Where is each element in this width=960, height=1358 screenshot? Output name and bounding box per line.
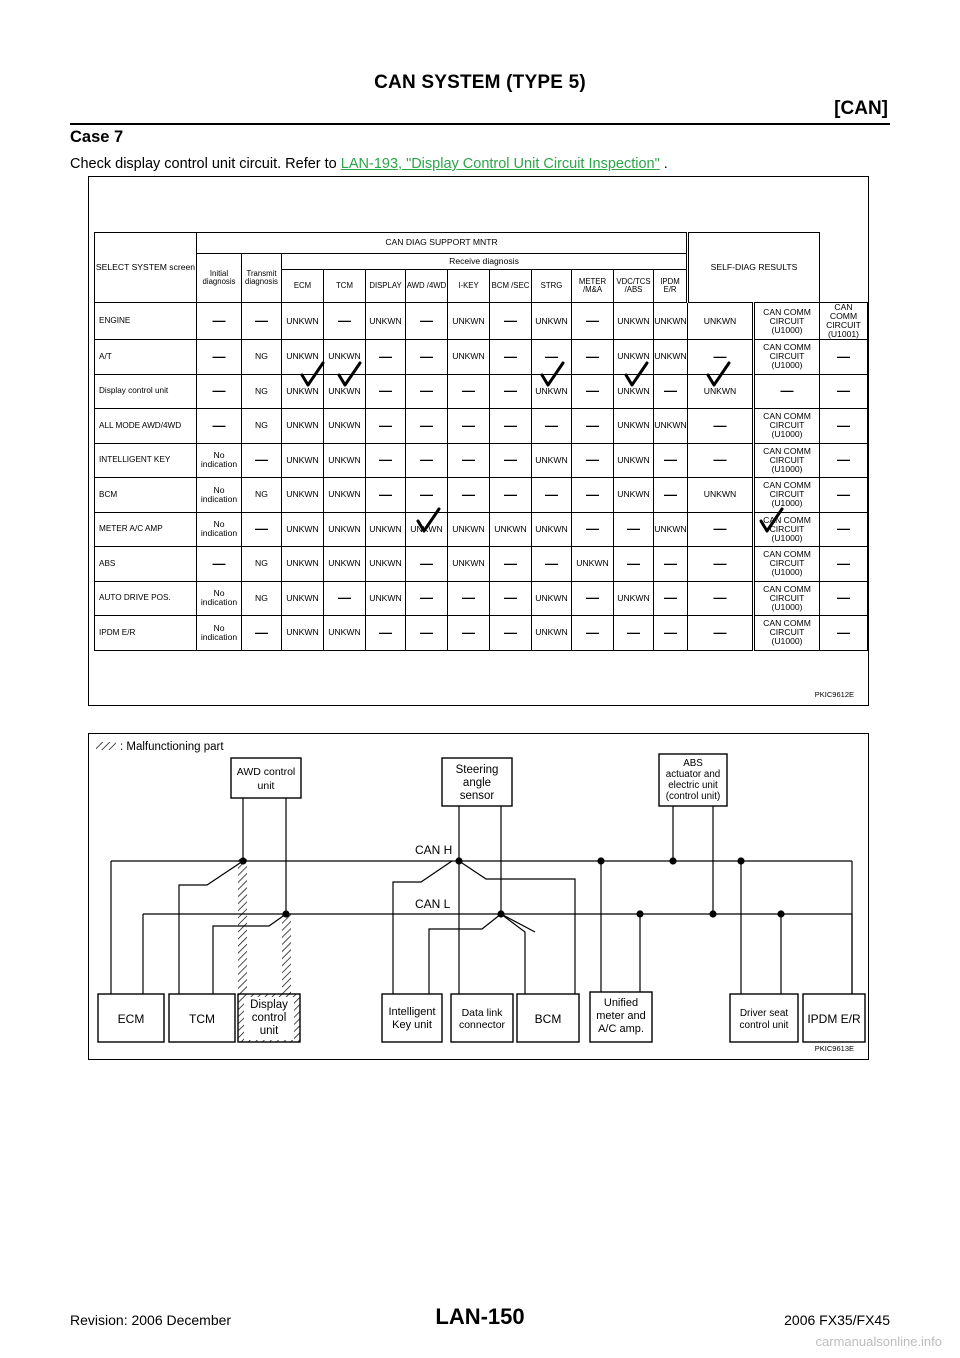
table-cell: — [242, 616, 282, 651]
page-number: LAN-150 [435, 1304, 525, 1329]
receive-diagnosis-header: Receive diagnosis [282, 254, 688, 270]
table-cell: — [572, 374, 614, 409]
table-cell: — [490, 547, 532, 582]
self-diag-cell: CAN COMM CIRCUIT (U1000) [754, 512, 820, 547]
instruction-prefix: Check display control unit circuit. Refer to [70, 156, 341, 172]
table-cell: — [688, 616, 754, 651]
table-cell: UNKWN [282, 443, 324, 478]
instruction-suffix: . [659, 156, 668, 172]
legend-text: : Malfunctioning part [120, 741, 224, 753]
table-row [95, 303, 868, 340]
unit-label-datalink: Data link connector [458, 1007, 506, 1031]
table-cell: UNKWN [282, 409, 324, 444]
can-bus-diagram [88, 733, 869, 1060]
table-cell: UNKWN [614, 303, 654, 340]
table-cell: UNKWN [282, 616, 324, 651]
table-cell: UNKWN [366, 303, 406, 340]
table-cell: UNKWN [532, 443, 572, 478]
table-cell: — [614, 616, 654, 651]
table-cell: — [406, 303, 448, 340]
table-cell: — [654, 374, 688, 409]
table-cell: UNKWN [654, 409, 688, 444]
table-cell: UNKWN [282, 547, 324, 582]
table-cell: — [572, 340, 614, 375]
table-cell: — [366, 409, 406, 444]
table-cell: — [654, 547, 688, 582]
table-cell: — [532, 340, 572, 375]
unit-label-intelligent: Intelligent Key unit [388, 1006, 436, 1031]
table-cell: — [688, 547, 754, 582]
table-row [95, 512, 868, 547]
table-cell: UNKWN [324, 374, 366, 409]
table-cell: No indication [197, 581, 242, 616]
table-cell: — [406, 374, 448, 409]
table-cell: — [448, 581, 490, 616]
table-cell: — [406, 616, 448, 651]
table-cell: — [366, 374, 406, 409]
self-diag-cell: CAN COMM CIRCUIT (U1000) [754, 478, 820, 513]
table-cell: — [688, 340, 754, 375]
table-cell: UNKWN [448, 512, 490, 547]
figure-code: PKIC9613E [814, 1044, 854, 1053]
table-cell: UNKWN [324, 443, 366, 478]
table-cell: — [572, 581, 614, 616]
table-cell: UNKWN [324, 478, 366, 513]
page-title: CAN SYSTEM (TYPE 5) [374, 72, 586, 93]
diagnosis-table-body [95, 303, 868, 651]
table-row [95, 581, 868, 616]
table-cell: — [324, 581, 366, 616]
self-diag-cell: — [820, 581, 868, 616]
table-cell: — [406, 340, 448, 375]
table-cell: UNKWN [448, 303, 490, 340]
table-cell: — [572, 303, 614, 340]
table-cell: NG [242, 547, 282, 582]
table-cell: UNKWN [324, 547, 366, 582]
col-header: AWD /4WD [406, 270, 448, 303]
table-cell: UNKWN [282, 581, 324, 616]
table-cell: UNKWN [366, 512, 406, 547]
row-label: BCM [95, 478, 197, 513]
self-diag-cell: — [820, 374, 868, 409]
case-title: Case 7 [70, 128, 124, 146]
table-cell: UNKWN [448, 340, 490, 375]
table-cell: — [614, 547, 654, 582]
table-cell: — [366, 616, 406, 651]
table-cell: — [654, 616, 688, 651]
table-cell: — [490, 374, 532, 409]
can-l-label: CAN L [415, 897, 451, 911]
table-cell: — [366, 478, 406, 513]
col-header: ECM [282, 270, 324, 303]
self-diag-cell: — [820, 547, 868, 582]
table-cell: UNKWN [282, 512, 324, 547]
table-cell: — [532, 478, 572, 513]
table-cell: — [688, 581, 754, 616]
table-cell: — [572, 443, 614, 478]
self-diag-cell: CAN COMM CIRCUIT (U1000) [754, 616, 820, 651]
table-cell: UNKWN [688, 478, 754, 513]
self-diag-cell: — [820, 616, 868, 651]
self-diag-cell: CAN COMM CIRCUIT (U1001) [820, 303, 868, 340]
col-header: STRG [532, 270, 572, 303]
table-cell: — [490, 303, 532, 340]
table-cell: NG [242, 374, 282, 409]
table-cell: UNKWN [448, 547, 490, 582]
table-cell: UNKWN [654, 340, 688, 375]
table-cell: — [572, 478, 614, 513]
table-cell: NG [242, 581, 282, 616]
model-name: 2006 FX35/FX45 [784, 1312, 890, 1328]
table-cell: UNKWN [282, 303, 324, 340]
table-cell: — [490, 409, 532, 444]
table-cell: UNKWN [324, 409, 366, 444]
table-cell: UNKWN [614, 478, 654, 513]
table-cell: NG [242, 409, 282, 444]
self-diag-cell: CAN COMM CIRCUIT (U1000) [754, 547, 820, 582]
table-cell: — [366, 340, 406, 375]
table-cell: — [654, 443, 688, 478]
transmit-diagnosis-header: Transmit diagnosis [242, 254, 282, 303]
table-cell: — [688, 512, 754, 547]
table-cell: — [688, 409, 754, 444]
table-cell: UNKWN [572, 547, 614, 582]
table-cell: — [242, 443, 282, 478]
table-cell: — [490, 443, 532, 478]
table-cell: — [490, 340, 532, 375]
self-diag-cell: CAN COMM CIRCUIT (U1000) [754, 581, 820, 616]
row-label: INTELLIGENT KEY [95, 443, 197, 478]
table-cell: UNKWN [282, 478, 324, 513]
table-cell: — [572, 409, 614, 444]
diagnosis-table-figure [88, 176, 869, 706]
unit-label-tcm: TCM [189, 1012, 215, 1026]
header-rule [70, 123, 890, 125]
table-cell: UNKWN [532, 581, 572, 616]
table-cell: UNKWN [532, 616, 572, 651]
table-cell: UNKWN [614, 374, 654, 409]
instruction-line [70, 156, 668, 172]
table-cell: No indication [197, 478, 242, 513]
row-label: ALL MODE AWD/4WD [95, 409, 197, 444]
self-diag-cell: CAN COMM CIRCUIT (U1000) [754, 443, 820, 478]
table-cell: UNKWN [532, 303, 572, 340]
table-cell: — [324, 303, 366, 340]
table-cell: — [197, 303, 242, 340]
table-cell: — [490, 616, 532, 651]
diagnosis-table [94, 232, 868, 651]
table-cell: — [654, 478, 688, 513]
table-cell: UNKWN [282, 374, 324, 409]
revision-date: Revision: 2006 December [70, 1312, 232, 1328]
initial-diagnosis-header: Initial diagnosis [197, 254, 242, 303]
table-cell: — [654, 581, 688, 616]
table-cell: UNKWN [490, 512, 532, 547]
table-row [95, 409, 868, 444]
table-cell: — [448, 409, 490, 444]
watermark: carmanualsonline.info [815, 1334, 942, 1349]
table-cell: — [688, 443, 754, 478]
table-cell: UNKWN [614, 443, 654, 478]
figure-code: PKIC9612E [814, 690, 854, 699]
table-cell: — [572, 616, 614, 651]
row-label: A/T [95, 340, 197, 375]
table-cell: UNKWN [282, 340, 324, 375]
self-diag-cell: CAN COMM CIRCUIT (U1000) [754, 340, 820, 375]
unit-label-driver-seat: Driver seat control unit [739, 1008, 789, 1031]
unit-label-display: Display control unit [250, 999, 288, 1037]
col-header: DISPLAY [366, 270, 406, 303]
table-cell: — [406, 443, 448, 478]
col-header: TCM [324, 270, 366, 303]
self-diag-cell: CAN COMM CIRCUIT (U1000) [754, 409, 820, 444]
self-diag-cell: — [754, 374, 820, 409]
section-tag: [CAN] [834, 98, 888, 119]
col-header: BCM /SEC [490, 270, 532, 303]
can-diag-header: CAN DIAG SUPPORT MNTR [197, 233, 688, 254]
self-diag-cell: — [820, 443, 868, 478]
reference-link[interactable]: LAN-193, "Display Control Unit Circuit Inspection" [340, 156, 660, 172]
table-cell: — [366, 443, 406, 478]
unit-label-abs: ABS actuator and electric unit (control unit) [665, 758, 721, 802]
table-row [95, 443, 868, 478]
col-header: VDC/TCS /ABS [614, 270, 654, 303]
table-cell: — [406, 478, 448, 513]
table-cell: — [406, 547, 448, 582]
malfunction-legend-swatch [96, 742, 116, 750]
col-header: IPDM E/R [654, 270, 688, 303]
table-cell: UNKWN [324, 340, 366, 375]
table-cell: — [242, 512, 282, 547]
table-cell: UNKWN [688, 303, 754, 340]
row-label: Display control unit [95, 374, 197, 409]
unit-label-ipdm: IPDM E/R [807, 1012, 861, 1026]
unit-label-bcm: BCM [534, 1012, 562, 1026]
table-cell: — [197, 409, 242, 444]
table-cell: — [448, 478, 490, 513]
table-cell: UNKWN [406, 512, 448, 547]
table-cell: UNKWN [688, 374, 754, 409]
unit-label-steering: Steering angle sensor [455, 764, 499, 802]
unit-label-awd: AWD control unit [236, 766, 296, 792]
col-header: METER /M&A [572, 270, 614, 303]
row-label: AUTO DRIVE POS. [95, 581, 197, 616]
table-cell: UNKWN [366, 547, 406, 582]
table-cell: UNKWN [324, 616, 366, 651]
self-diag-header: SELF-DIAG RESULTS [688, 233, 820, 303]
table-row [95, 478, 868, 513]
table-cell: — [197, 340, 242, 375]
row-label: IPDM E/R [95, 616, 197, 651]
table-cell: — [448, 616, 490, 651]
unit-label-meter: Unified meter and A/C amp. [596, 997, 646, 1035]
unit-label-ecm: ECM [117, 1012, 145, 1026]
table-row [95, 547, 868, 582]
table-cell: NG [242, 478, 282, 513]
table-cell: UNKWN [366, 581, 406, 616]
table-cell: — [406, 409, 448, 444]
table-cell: No indication [197, 512, 242, 547]
row-label: ENGINE [95, 303, 197, 340]
col-header: I-KEY [448, 270, 490, 303]
table-cell: No indication [197, 616, 242, 651]
self-diag-cell: — [820, 512, 868, 547]
table-cell: UNKWN [614, 340, 654, 375]
table-cell: — [572, 512, 614, 547]
table-cell: — [532, 547, 572, 582]
table-cell: UNKWN [654, 303, 688, 340]
row-label: METER A/C AMP [95, 512, 197, 547]
table-cell: — [490, 478, 532, 513]
table-cell: — [197, 547, 242, 582]
self-diag-cell: — [820, 340, 868, 375]
table-cell: UNKWN [532, 512, 572, 547]
table-cell: UNKWN [614, 409, 654, 444]
intelligent-key-unit [382, 994, 442, 1042]
table-cell: UNKWN [614, 581, 654, 616]
table-row [95, 340, 868, 375]
malfunction-wire-l [282, 912, 291, 994]
table-cell: — [532, 409, 572, 444]
table-cell: No indication [197, 443, 242, 478]
table-cell: — [406, 581, 448, 616]
table-row [95, 616, 868, 651]
table-cell: — [197, 374, 242, 409]
table-cell: UNKWN [532, 374, 572, 409]
self-diag-cell: — [820, 409, 868, 444]
row-label: ABS [95, 547, 197, 582]
table-cell: — [448, 443, 490, 478]
self-diag-cell: CAN COMM CIRCUIT (U1000) [754, 303, 820, 340]
table-cell: — [448, 374, 490, 409]
table-cell: NG [242, 340, 282, 375]
awd-control-unit [231, 758, 301, 798]
select-system-header: SELECT SYSTEM screen [95, 233, 197, 303]
table-cell: UNKWN [654, 512, 688, 547]
table-cell: — [490, 581, 532, 616]
can-h-label: CAN H [415, 843, 453, 857]
table-row [95, 374, 868, 409]
table-cell: — [614, 512, 654, 547]
table-cell: UNKWN [324, 512, 366, 547]
table-cell: — [242, 303, 282, 340]
self-diag-cell: — [820, 478, 868, 513]
